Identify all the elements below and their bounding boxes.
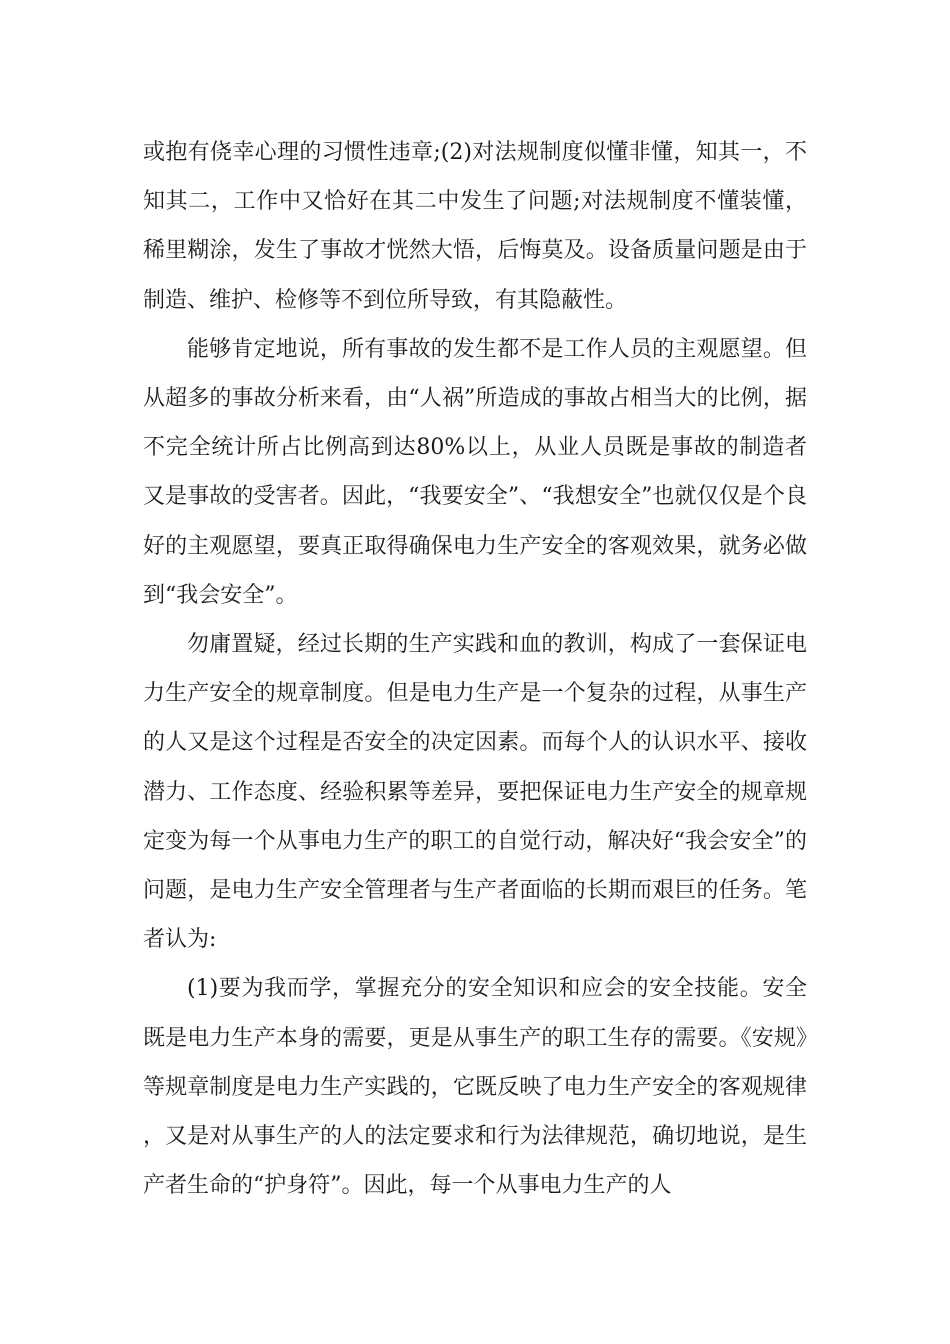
paragraph-1: 或抱有侥幸心理的习惯性违章;(2)对法规制度似懂非懂，知其一，不知其二，工作中又恰好在其二中发生了问题;对法规制度不懂装懂，稀里糊涂，发生了事故才恍然大悟，后悔莫及。设备质量问题是由于制造、维护、检修等不到位所导致，有其隐蔽性。 [143, 140, 807, 313]
document-body [143, 128, 807, 1210]
paragraph-2: 能够肯定地说，所有事故的发生都不是工作人员的主观愿望。但从超多的事故分析来看，由“人祸”所造成的事故占相当大的比例，据不完全统计所占比例高到达80%以上，从业人员既是事故的制造者又是事故的受害者。因此，“我要安全”、“我想安全”也就仅仅是个良好的主观愿望，要真正取得确保电力生产安全的客观效果，就务必做到“我会安全”。 [143, 336, 807, 608]
paragraph-3: 勿庸置疑，经过长期的生产实践和血的教训，构成了一套保证电力生产安全的规章制度。但是电力生产是一个复杂的过程，从事生产的人又是这个过程是否安全的决定因素。而每个人的认识水平、接收潜力、工作态度、经验积累等差异，要把保证电力生产安全的规章规定变为每一个从事电力生产的职工的自觉行动，解决好“我会安全”的问题，是电力生产安全管理者与生产者面临的长期而艰巨的任务。笔者认为: [143, 632, 807, 953]
paragraph-4: (1)要为我而学，掌握充分的安全知识和应会的安全技能。安全既是电力生产本身的需要，更是从事生产的职工生存的需要。《安规》等规章制度是电力生产实践的，它既反映了电力生产安全的客观规律，又是对从事生产的人的法定要求和行为法律规范，确切地说，是生产者生命的“护身符”。因此，每一个从事电力生产的人 [143, 976, 807, 1199]
